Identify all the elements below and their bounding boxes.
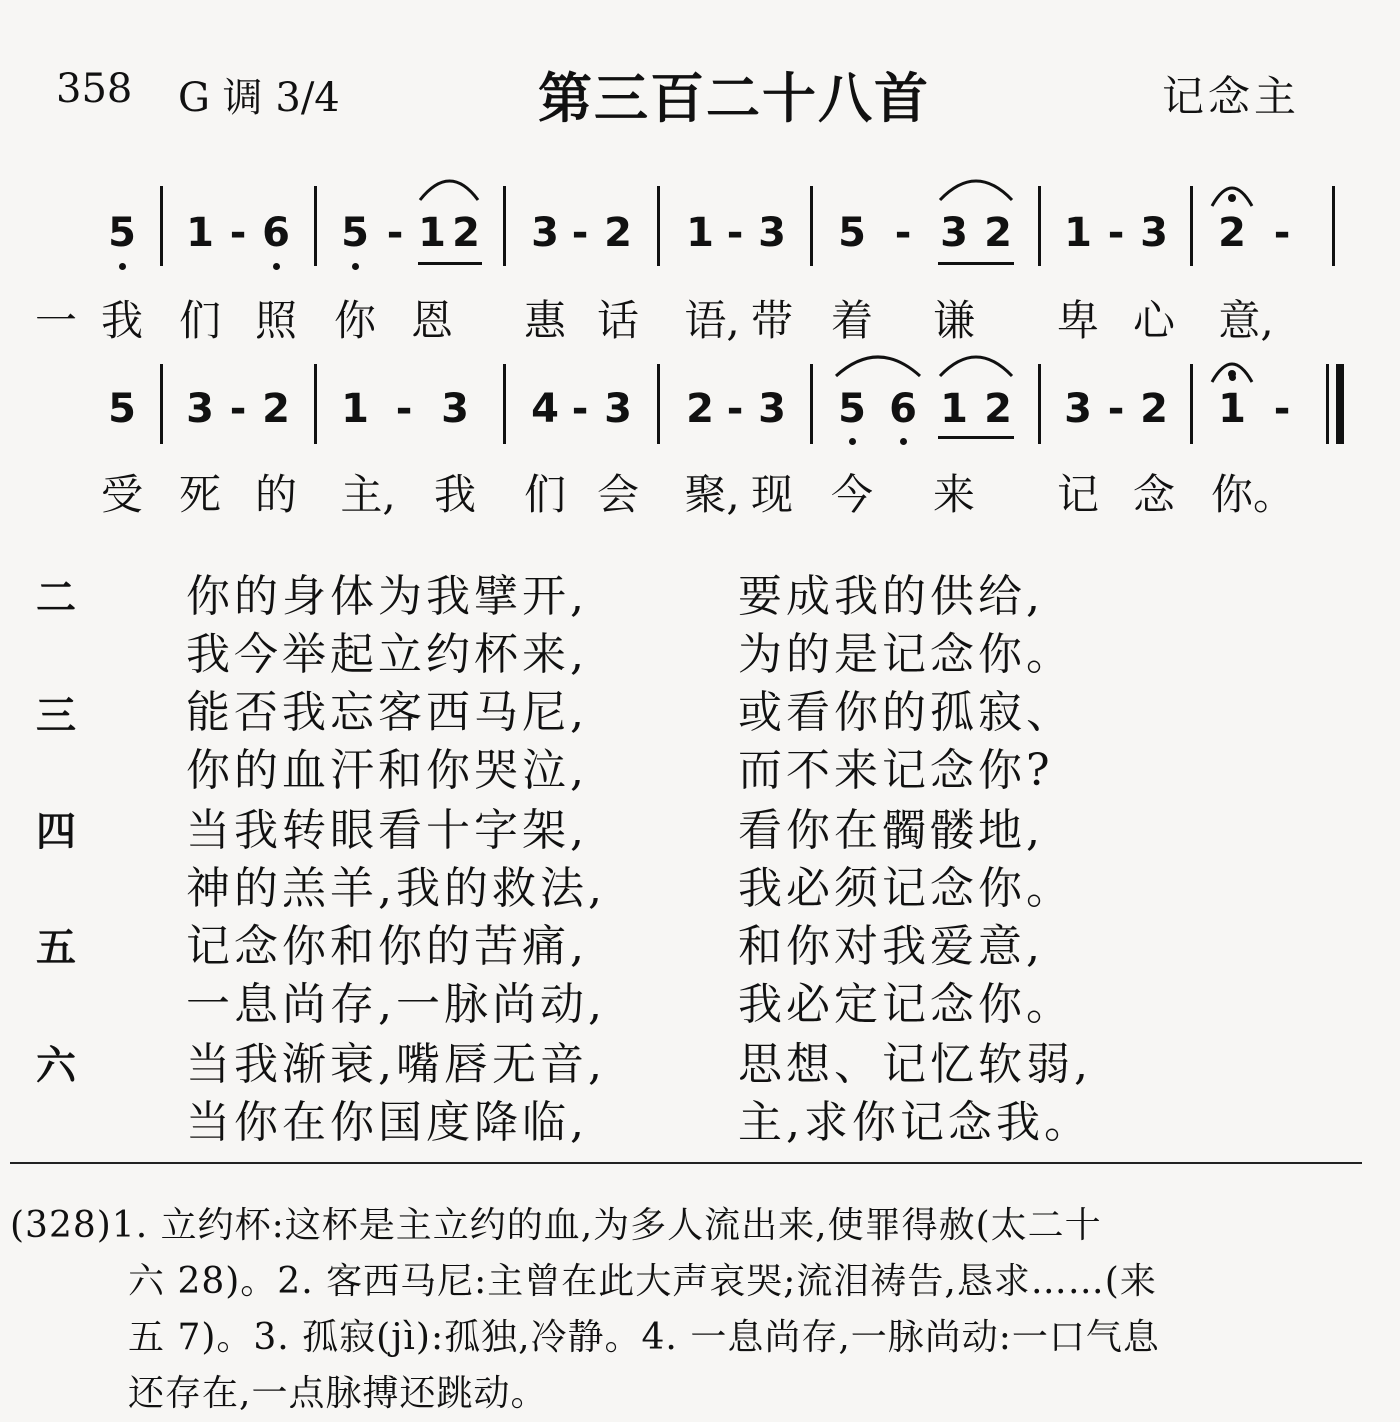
- low-octave-dot: [119, 263, 126, 270]
- verse-number: 六: [36, 1043, 76, 1089]
- lyric: 意,: [1218, 296, 1274, 345]
- eighth-underline: [418, 262, 482, 265]
- lyric: 们: [523, 470, 566, 519]
- lyric: 念: [1132, 470, 1175, 519]
- lyric: 着: [830, 296, 873, 345]
- barline: [657, 186, 660, 266]
- verse-line: 当我转眼看十字架,: [186, 805, 588, 856]
- final-barline-thick: [1336, 364, 1344, 444]
- verse-line: 和你对我爱意,: [738, 921, 1044, 972]
- lyric: 死: [178, 470, 221, 519]
- note: -: [395, 386, 413, 432]
- note: 1: [418, 210, 446, 256]
- note: 1: [186, 210, 214, 256]
- footnote-divider: [10, 1162, 1362, 1164]
- note: 2: [1140, 386, 1168, 432]
- note: 3: [531, 210, 559, 256]
- verse-line: 为的是记念你。: [738, 629, 1074, 680]
- note: 5: [838, 210, 866, 256]
- note: 2: [452, 210, 480, 256]
- fermata: [1212, 188, 1252, 206]
- lyric: 卑: [1056, 296, 1099, 345]
- verse-number: 二: [36, 575, 76, 621]
- note: 2: [686, 386, 714, 432]
- note: 3: [441, 386, 469, 432]
- verse-line: 我必定记念你。: [738, 979, 1074, 1030]
- lyric: 主,: [340, 470, 396, 519]
- low-octave-dot: [273, 263, 280, 270]
- verse-line: 思想、记忆软弱,: [738, 1039, 1092, 1090]
- barline: [314, 186, 317, 266]
- lyric: 语,: [684, 296, 740, 345]
- lyric: 我: [100, 296, 143, 345]
- barline: [160, 364, 163, 444]
- note: 5: [341, 210, 369, 256]
- verse-line: 而不来记念你?: [738, 745, 1054, 796]
- lyric: 话: [596, 296, 639, 345]
- lyric-verse-number: 一: [34, 296, 77, 345]
- note: 6: [262, 210, 290, 256]
- verse-line: 记念你和你的苦痛,: [186, 921, 588, 972]
- lyric: 记: [1056, 470, 1099, 519]
- lyric: 谦: [932, 296, 975, 345]
- verse-line: 能否我忘客西马尼,: [186, 687, 588, 738]
- note: 1: [1064, 210, 1092, 256]
- note: 2: [262, 386, 290, 432]
- lyric: 我: [433, 470, 476, 519]
- barline: [1190, 364, 1193, 444]
- high-octave-dot: [1229, 374, 1236, 381]
- verse-line: 我今举起立约杯来,: [186, 629, 588, 680]
- lyric: 带: [750, 296, 793, 345]
- note: 3: [1064, 386, 1092, 432]
- barline: [1038, 364, 1041, 444]
- note: -: [1273, 386, 1291, 432]
- lyric: 会: [596, 470, 639, 519]
- footnote-line: 五 7)。3. 孤寂(jì):孤独,冷静。4. 一息尚存,一脉尚动:一口气息: [128, 1317, 1160, 1358]
- verse-number: 四: [36, 809, 76, 855]
- barline: [810, 186, 813, 266]
- verse-line: 你的血汗和你哭泣,: [186, 745, 588, 796]
- lyric: 照: [254, 296, 297, 345]
- note: -: [1273, 210, 1291, 256]
- low-octave-dot: [900, 438, 907, 445]
- note: 3: [758, 386, 786, 432]
- note: 2: [984, 386, 1012, 432]
- slur: [836, 357, 920, 376]
- lyric: 受: [100, 470, 143, 519]
- low-octave-dot: [849, 438, 856, 445]
- note: -: [726, 386, 744, 432]
- lyric: 心: [1132, 296, 1175, 345]
- barline: [503, 186, 506, 266]
- note: 5: [108, 386, 136, 432]
- barline: [160, 186, 163, 266]
- slur: [940, 357, 1012, 376]
- note: -: [726, 210, 744, 256]
- lyric: 现: [750, 470, 793, 519]
- lyric: 来: [932, 470, 975, 519]
- note: 2: [1218, 210, 1246, 256]
- note: -: [894, 210, 912, 256]
- verse-line: 当你在你国度降临,: [186, 1097, 588, 1148]
- note: 3: [186, 386, 214, 432]
- note: 6: [889, 386, 917, 432]
- note: 5: [838, 386, 866, 432]
- verse-number: 三: [36, 693, 76, 739]
- verse-line: 你的身体为我擘开,: [186, 571, 588, 622]
- barline: [810, 364, 813, 444]
- lyric: 们: [178, 296, 221, 345]
- note: 3: [940, 210, 968, 256]
- note: 4: [531, 386, 559, 432]
- note: -: [386, 210, 404, 256]
- barline: [1038, 186, 1041, 266]
- verse-line: 一息尚存,一脉尚动,: [186, 979, 606, 1030]
- lyric: 的: [254, 470, 297, 519]
- barline: [314, 364, 317, 444]
- verse-line: 主,求你记念我。: [738, 1097, 1092, 1148]
- hymn-number: 358: [56, 66, 133, 112]
- note: 1: [940, 386, 968, 432]
- barline: [1332, 186, 1335, 266]
- note: -: [229, 386, 247, 432]
- footnote: [10, 1198, 1370, 1422]
- barline: [657, 364, 660, 444]
- verse-line: 神的羔羊,我的救法,: [186, 863, 606, 914]
- note: 2: [984, 210, 1012, 256]
- note: 3: [604, 386, 632, 432]
- lyric: 惠: [523, 296, 566, 345]
- lyric: 恩: [410, 296, 453, 345]
- hymn-category: 记念主: [1162, 72, 1301, 121]
- note: 3: [758, 210, 786, 256]
- note: 5: [108, 210, 136, 256]
- hymn-title: 第三百二十八首: [538, 67, 930, 130]
- verse-line: 我必须记念你。: [738, 863, 1074, 914]
- barline: [503, 364, 506, 444]
- verse-line: 要成我的供给,: [738, 571, 1044, 622]
- lyric: 你。: [1211, 470, 1296, 519]
- verse-line: 当我渐衰,嘴唇无音,: [186, 1039, 606, 1090]
- note: -: [1107, 386, 1125, 432]
- note: 1: [341, 386, 369, 432]
- verse-line: 或看你的孤寂、: [738, 687, 1074, 738]
- note: -: [571, 210, 589, 256]
- verse-number: 五: [36, 925, 76, 971]
- footnote-line: 还存在,一点脉搏还跳动。: [128, 1373, 548, 1414]
- low-octave-dot: [352, 263, 359, 270]
- eighth-underline: [938, 436, 1014, 439]
- barline: [1190, 186, 1193, 266]
- note: 1: [1218, 386, 1246, 432]
- note: -: [1107, 210, 1125, 256]
- note: 2: [604, 210, 632, 256]
- verse-line: 看你在髑髅地,: [738, 805, 1044, 856]
- note: 3: [1140, 210, 1168, 256]
- note: 1: [686, 210, 714, 256]
- lyric: 今: [830, 470, 873, 519]
- note: -: [571, 386, 589, 432]
- footnote-line: (328)1. 立约杯:这杯是主立约的血,为多人流出来,使罪得赦(太二十: [10, 1205, 1102, 1246]
- eighth-underline: [938, 262, 1014, 265]
- footnote-line: 六 28)。2. 客西马尼:主曾在此大声哀哭;流泪祷告,恳求……(来: [128, 1261, 1157, 1302]
- slur: [940, 181, 1012, 200]
- final-barline-thin: [1326, 364, 1329, 444]
- lyric: 聚,: [684, 470, 740, 519]
- fermata-dot: [1228, 194, 1236, 202]
- key-time-signature: G 调 3/4: [178, 75, 340, 121]
- lyric: 你: [333, 296, 376, 345]
- slur: [420, 181, 478, 200]
- note: -: [229, 210, 247, 256]
